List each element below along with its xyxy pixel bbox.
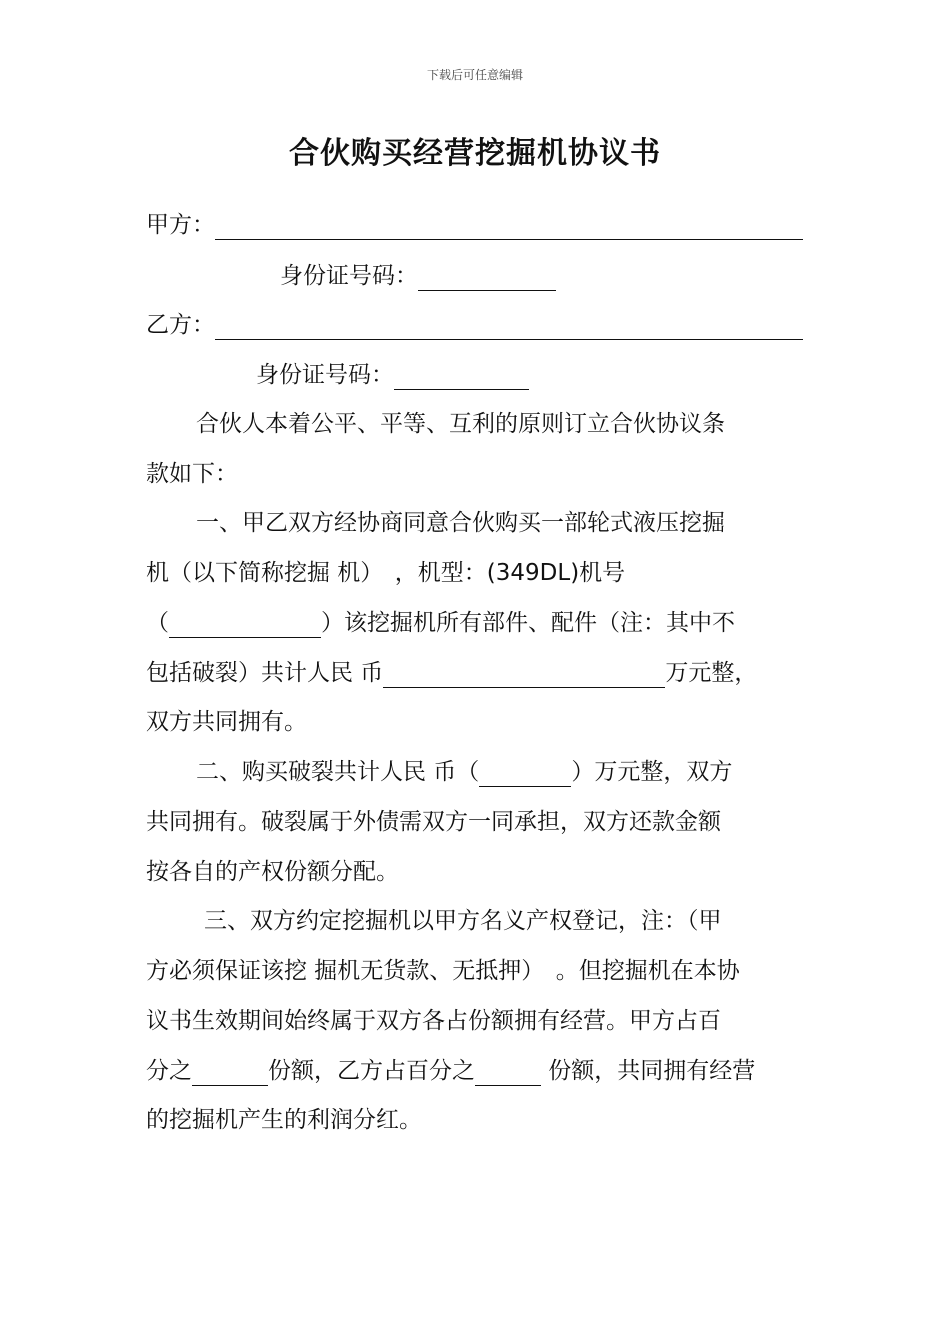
clause3-line-4-mid: 份额，乙方占百分之 <box>268 1058 475 1084</box>
party-b-label: 乙方： <box>146 312 215 338</box>
clause2-line-1 <box>196 757 732 787</box>
header-note: 下载后可任意编辑 <box>426 68 523 82</box>
party-b-name-blank[interactable] <box>215 315 803 340</box>
party-a-id-label: 身份证号码： <box>280 263 418 289</box>
clause1-line-2: 机（以下简称挖掘 机） ，机型：(349DL)机号 <box>146 560 626 586</box>
clause1-line-4-unit: 万元整， <box>665 660 758 686</box>
machine-number-blank[interactable] <box>169 613 321 638</box>
party-b-line <box>146 310 803 340</box>
party-b-id-label: 身份证号码： <box>256 362 394 388</box>
breaker-amount-blank[interactable] <box>479 762 571 787</box>
clause1-line-5: 双方共同拥有。 <box>146 709 307 735</box>
clause3-line-4-tail: 份额，共同拥有经营 <box>541 1058 756 1084</box>
party-a-id-line <box>280 261 556 291</box>
intro-line-1: 合伙人本着公平、平等、互利的原则订立合伙协议条 <box>196 411 725 437</box>
party-a-label: 甲方： <box>146 212 215 238</box>
clause2-line-2: 共同拥有。破裂属于外债需双方一同承担，双方还款金额 <box>146 809 721 835</box>
intro-line-2: 款如下： <box>146 461 238 487</box>
clause3-line-1: 三、双方约定挖掘机以甲方名义产权登记，注：（甲 <box>204 908 722 934</box>
clause1-line-3-text: ）该挖掘机所有部件、配件（注：其中不 <box>321 610 735 636</box>
document-title: 合伙购买经营挖掘机协议书 <box>289 136 661 171</box>
total-amount-blank[interactable] <box>383 663 665 688</box>
clause3-line-4-text: 分之 <box>146 1058 192 1084</box>
clause3-line-3: 议书生效期间始终属于双方各占份额拥有经营。甲方占百 <box>146 1008 721 1034</box>
clause1-line-3 <box>146 608 735 638</box>
clause1-open-paren: （ <box>146 610 169 636</box>
clause3-line-2: 方必须保证该挖 掘机无货款、无抵押） 。但挖掘机在本协 <box>146 958 740 984</box>
clause2-line-1-tail: ）万元整，双方 <box>571 759 733 785</box>
party-a-name-blank[interactable] <box>215 215 803 240</box>
clause3-line-4 <box>146 1056 755 1086</box>
party-b-share-blank[interactable] <box>475 1061 541 1086</box>
clause3-line-5: 的挖掘机产生的利润分红。 <box>146 1107 422 1133</box>
party-a-share-blank[interactable] <box>192 1061 268 1086</box>
party-a-id-blank[interactable] <box>418 266 556 291</box>
clause2-line-3: 按各自的产权份额分配。 <box>146 859 399 885</box>
clause1-line-1: 一、甲乙双方经协商同意合伙购买一部轮式液压挖掘 <box>196 510 725 536</box>
party-b-id-blank[interactable] <box>394 365 529 390</box>
party-b-id-line <box>256 360 529 390</box>
party-a-line <box>146 210 803 240</box>
clause2-line-1-text: 二、购买破裂共计人民 币（ <box>196 759 480 785</box>
clause1-line-4 <box>146 658 757 688</box>
clause1-line-4-text: 包括破裂）共计人民 币 <box>146 660 384 686</box>
